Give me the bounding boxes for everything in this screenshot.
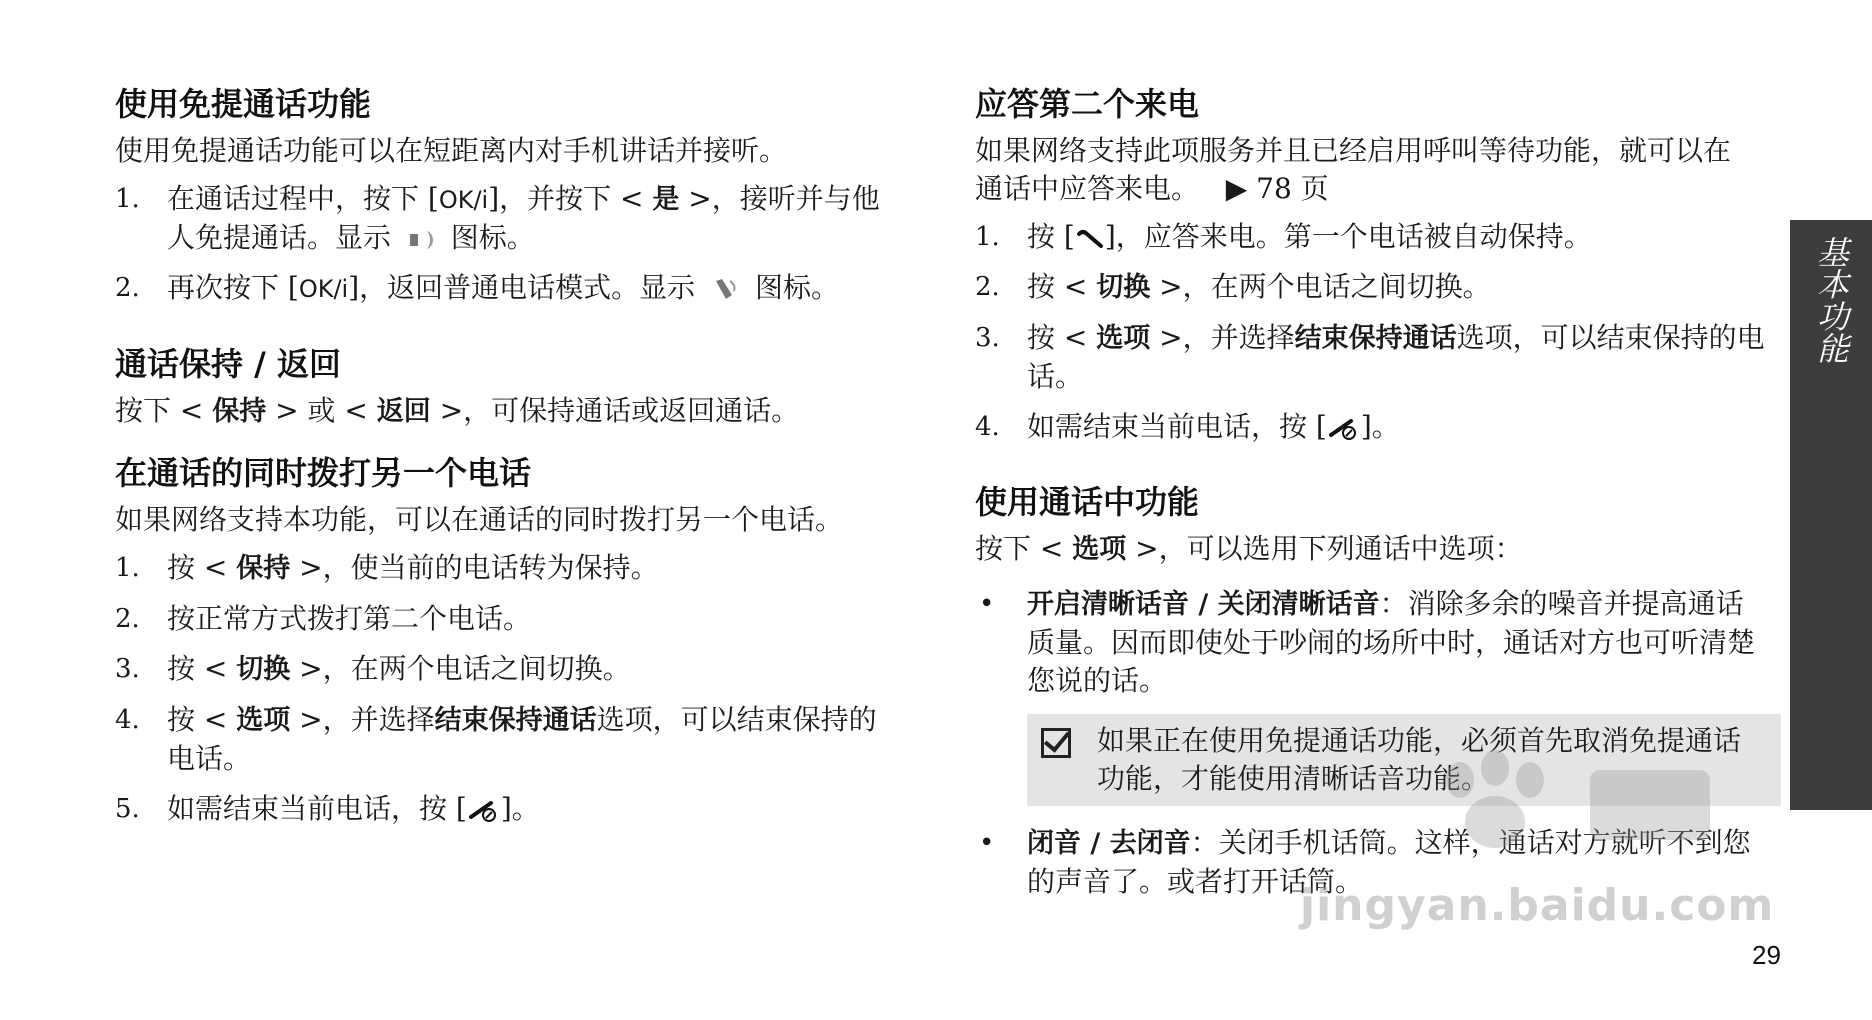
list-item: 3. 按 < 切换 >，在两个电话之间切换。 xyxy=(115,652,631,685)
second-call-description: 如果网络支持本功能，可以在通话的同时拨打另一个电话。 xyxy=(115,503,844,536)
list-item: 1. 在通话过程中，按下 [OK/i]，并按下 < 是 >，接听并与他人免提通话。显示 图标。 xyxy=(115,182,880,254)
checkbox-note-icon xyxy=(1041,728,1071,758)
baidu-paw-watermark-icon xyxy=(1400,740,1740,860)
handsfree-steps xyxy=(115,180,895,308)
left-column xyxy=(115,84,895,864)
handset-icon xyxy=(710,277,740,303)
handsfree-description: 使用免提通话功能可以在短距离内对手机讲话并接听。 xyxy=(115,134,788,167)
list-item: 3. 按 < 选项 >，并选择结束保持通话选项，可以结束保持的电话。 xyxy=(975,321,1765,393)
speaker-icon xyxy=(406,229,436,251)
section-title-hold: 通话保持 / 返回 xyxy=(115,345,341,383)
list-item: • 开启清晰话音 / 关闭清晰话音：消除多余的噪音并提高通话质量。因而即使处于吵闹的场所中时，通话对方也可听清楚您说的话。 xyxy=(979,587,1756,697)
ok-key-label: OK/i xyxy=(298,275,349,303)
section-title-handsfree: 使用免提通话功能 xyxy=(115,85,372,123)
list-item: 1. 按 [ ]，应答来电。第一个电话被自动保持。 xyxy=(975,220,1592,253)
end-call-icon xyxy=(1327,417,1361,441)
list-item: 1. 按 < 保持 >，使当前的电话转为保持。 xyxy=(115,551,659,584)
call-send-icon xyxy=(1075,228,1105,250)
in-call-description: 按下 < 选项 >，可以选用下列通话中选项： xyxy=(975,532,1523,565)
section-title-in-call: 使用通话中功能 xyxy=(975,483,1200,521)
in-call-options xyxy=(975,585,1765,700)
answer-second-steps xyxy=(975,218,1765,446)
ok-key-label: OK/i xyxy=(438,186,489,214)
section-title-answer-second: 应答第二个来电 xyxy=(975,85,1200,123)
list-item: 4. 按 < 选项 >，并选择结束保持通话选项，可以结束保持的电话。 xyxy=(115,703,877,775)
hold-description: 按下 < 保持 > 或 < 返回 >，可保持通话或返回通话。 xyxy=(115,394,800,427)
list-item: 4. 如需结束当前电话，按 [ ]。 xyxy=(975,410,1400,443)
second-call-steps xyxy=(115,549,895,828)
section-title-second-call: 在通话的同时拨打另一个电话 xyxy=(115,454,532,492)
page-reference: ▶ 78 页 xyxy=(1225,172,1329,205)
list-item: • 闭音 / 去闭音：关闭手机话筒。这样，通话对方就听不到您的声音了。或者打开话筒。 xyxy=(979,826,1751,898)
chapter-side-tab xyxy=(1790,220,1872,810)
list-item: 2. 按正常方式拨打第二个电话。 xyxy=(115,602,532,635)
note-text: 如果正在使用免提通话功能，必须首先取消免提通话功能，才能使用清晰话音功能。 xyxy=(1097,724,1742,795)
list-item: 2. 按 < 切换 >，在两个电话之间切换。 xyxy=(975,270,1491,303)
list-item: 5. 如需结束当前电话，按 [ ]。 xyxy=(115,792,540,825)
chapter-label: 基本功能 xyxy=(1812,236,1850,364)
end-call-icon xyxy=(467,799,501,823)
page-number: 29 xyxy=(1752,940,1781,970)
list-item: 2. 再次按下 [OK/i]，返回普通电话模式。显示 图标。 xyxy=(115,271,839,304)
watermark-text: jingyan.baidu.com xyxy=(1300,880,1775,931)
answer-second-description: 如果网络支持此项服务并且已经启用呼叫等待功能，就可以在通话中应答来电。 ▶ 78 页 xyxy=(975,134,1732,205)
